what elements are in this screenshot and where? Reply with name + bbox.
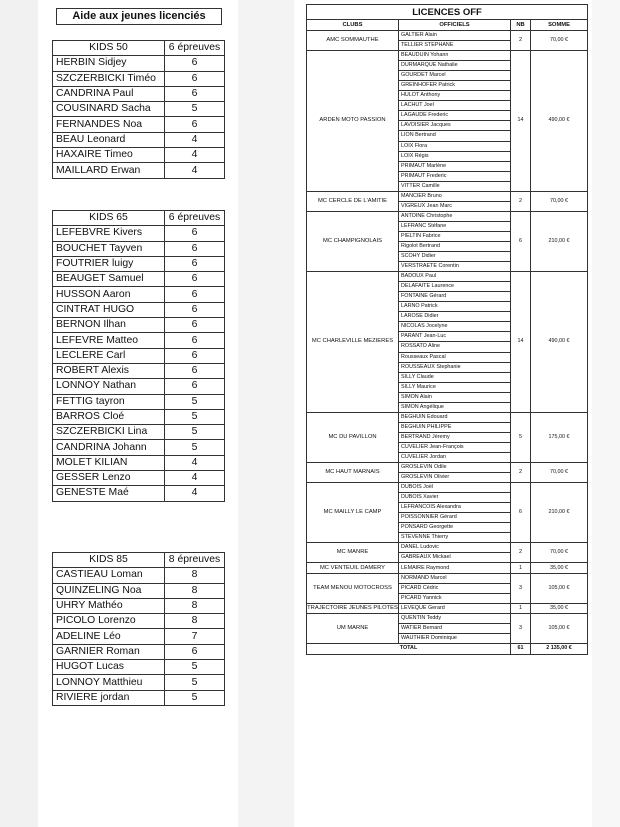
- official-row: [307, 603, 588, 613]
- official-name: POISSONNIER Gérard: [399, 513, 511, 523]
- licensee-row: [53, 425, 225, 440]
- licensee-name: HUSSON Aaron: [53, 287, 165, 302]
- official-name: DURMARQUE Nathalie: [399, 61, 511, 71]
- official-name: LEVEQUE Gerard: [399, 603, 511, 613]
- club-count: 1: [511, 563, 531, 573]
- club-count: 6: [511, 211, 531, 271]
- official-name: LEMAIRE Raymond: [399, 563, 511, 573]
- licensee-count: 6: [165, 117, 225, 132]
- licensee-name: GARNIER Roman: [53, 644, 165, 659]
- licensee-row: [53, 226, 225, 241]
- official-row: [307, 573, 588, 583]
- licensee-count: 5: [165, 102, 225, 117]
- page-title: Aide aux jeunes licenciés: [56, 8, 222, 25]
- licensee-count: 5: [165, 690, 225, 705]
- club-sum: 105,00 €: [531, 613, 588, 643]
- licensee-row: [53, 471, 225, 486]
- licensee-name: HERBIN Sidjey: [53, 56, 165, 71]
- total-label: TOTAL: [307, 643, 511, 654]
- licensee-count: 6: [165, 56, 225, 71]
- licensee-row: [53, 272, 225, 287]
- licensee-count: 6: [165, 71, 225, 86]
- right-margin: [592, 0, 620, 827]
- licensee-row: [53, 71, 225, 86]
- licensee-count: 6: [165, 644, 225, 659]
- licensee-name: HAXAIRE Timeo: [53, 148, 165, 163]
- official-name: PRIMAUT Frederic: [399, 171, 511, 181]
- licensee-row: [53, 117, 225, 132]
- licensee-count: 5: [165, 394, 225, 409]
- licensee-name: GENESTE Maé: [53, 486, 165, 501]
- official-name: GROSLEVIN Olivier: [399, 473, 511, 483]
- licensee-row: [53, 614, 225, 629]
- official-name: LAGAUDE Frederic: [399, 111, 511, 121]
- licences-title-row: [307, 5, 588, 20]
- licensee-name: FOUTRIER luigy: [53, 256, 165, 271]
- licensee-name: FETTIG tayron: [53, 394, 165, 409]
- licensee-count: 6: [165, 379, 225, 394]
- club-sum: 70,00 €: [531, 543, 588, 563]
- official-name: SIMON Alain: [399, 392, 511, 402]
- licensee-row: [53, 629, 225, 644]
- licensee-name: BARROS Cloé: [53, 409, 165, 424]
- licensee-count: 8: [165, 598, 225, 613]
- official-name: ROSSATO Aline: [399, 342, 511, 352]
- club-name: MC VENTEUIL DAMERY: [307, 563, 399, 573]
- licensee-row: [53, 132, 225, 147]
- licensee-row: [53, 455, 225, 470]
- club-sum: 490,00 €: [531, 51, 588, 192]
- licensee-row: [53, 409, 225, 424]
- official-name: ANTOINE Christophe: [399, 211, 511, 221]
- licensee-count: 8: [165, 568, 225, 583]
- licensee-name: RIVIERE jordan: [53, 690, 165, 705]
- licensee-row: [53, 644, 225, 659]
- official-row: [307, 613, 588, 623]
- licensee-count: 4: [165, 148, 225, 163]
- club-sum: 70,00 €: [531, 31, 588, 51]
- club-count: 3: [511, 573, 531, 603]
- licensee-name: CASTIEAU Loman: [53, 568, 165, 583]
- official-name: DUBOIS Joël: [399, 483, 511, 493]
- category-name: KIDS 85: [53, 553, 165, 568]
- official-name: FONTAINE Gérard: [399, 292, 511, 302]
- licensee-count: 6: [165, 318, 225, 333]
- official-name: STEVENNE Thierry: [399, 533, 511, 543]
- official-name: CUVELIER Jordan: [399, 452, 511, 462]
- licensee-count: 6: [165, 287, 225, 302]
- licensee-name: HUGOT Lucas: [53, 660, 165, 675]
- category-name: KIDS 65: [53, 211, 165, 226]
- club-name: MC MANRE: [307, 543, 399, 563]
- licensee-row: [53, 440, 225, 455]
- licences-title: LICENCES OFF: [307, 5, 588, 20]
- category-header-row: [53, 41, 225, 56]
- licensee-row: [53, 148, 225, 163]
- club-count: 5: [511, 412, 531, 462]
- licensee-name: LONNOY Matthieu: [53, 675, 165, 690]
- licences-off-table: [306, 4, 588, 655]
- licensee-name: ADELINE Léo: [53, 629, 165, 644]
- official-name: BERTRAND Jéremy: [399, 432, 511, 442]
- licensee-row: [53, 287, 225, 302]
- official-name: GREINHOFER Patrick: [399, 81, 511, 91]
- kids-65-table: [52, 210, 225, 502]
- official-name: LEFRANCOIS Alexandra: [399, 503, 511, 513]
- licensee-row: [53, 86, 225, 101]
- licensee-count: 4: [165, 163, 225, 178]
- licensee-count: 5: [165, 440, 225, 455]
- category-events: 6 épreuves: [165, 41, 225, 56]
- official-name: GROSLEVIN Odile: [399, 463, 511, 473]
- licensee-count: 5: [165, 660, 225, 675]
- official-name: LACHUT Joel: [399, 101, 511, 111]
- official-name: HULOT Anthony: [399, 91, 511, 101]
- licensee-row: [53, 690, 225, 705]
- club-name: ARDEN MOTO PASSION: [307, 51, 399, 192]
- licensee-row: [53, 675, 225, 690]
- official-name: LAROSE Didier: [399, 312, 511, 322]
- official-name: BEGHUIN PHILIPPE: [399, 422, 511, 432]
- club-name: MC DU PAVILLON: [307, 412, 399, 462]
- licensee-row: [53, 486, 225, 501]
- club-count: 14: [511, 51, 531, 192]
- official-name: Rigolot Bertrand: [399, 241, 511, 251]
- licensee-count: 6: [165, 272, 225, 287]
- official-name: GOURDET Marcel: [399, 71, 511, 81]
- licensee-count: 5: [165, 425, 225, 440]
- club-name: UM MARNE: [307, 613, 399, 643]
- licensee-row: [53, 660, 225, 675]
- licensee-count: 6: [165, 363, 225, 378]
- official-name: CUVELIER Jean-François: [399, 442, 511, 452]
- center-gutter: [238, 0, 294, 827]
- official-name: MANCIER Bruno: [399, 191, 511, 201]
- licensee-name: CINTRAT HUGO: [53, 302, 165, 317]
- club-count: 2: [511, 463, 531, 483]
- official-row: [307, 211, 588, 221]
- column-header-sum: SOMME: [531, 20, 588, 31]
- licensee-count: 6: [165, 302, 225, 317]
- licences-header-row: [307, 20, 588, 31]
- kids-50-table: [52, 40, 225, 179]
- club-count: 2: [511, 543, 531, 563]
- official-name: LAVOISIER Jacques: [399, 121, 511, 131]
- licensee-row: [53, 333, 225, 348]
- licensee-name: BOUCHET Tayven: [53, 241, 165, 256]
- licensee-row: [53, 348, 225, 363]
- club-sum: 70,00 €: [531, 191, 588, 211]
- category-header-row: [53, 553, 225, 568]
- licensee-row: [53, 256, 225, 271]
- licensee-row: [53, 568, 225, 583]
- club-name: MC MAILLY LE CAMP: [307, 483, 399, 543]
- club-name: AMC SOMMAUTHE: [307, 31, 399, 51]
- club-sum: 210,00 €: [531, 211, 588, 271]
- official-name: DUBOIS Xavier: [399, 493, 511, 503]
- official-name: VERSTRAETE Corentin: [399, 262, 511, 272]
- official-name: LOIX Régis: [399, 151, 511, 161]
- club-sum: 35,00 €: [531, 563, 588, 573]
- official-row: [307, 51, 588, 61]
- licensee-row: [53, 241, 225, 256]
- club-count: 6: [511, 483, 531, 543]
- official-name: LARNO Patrick: [399, 302, 511, 312]
- official-name: LEFRANC Stéfane: [399, 221, 511, 231]
- licensee-name: CANDRINA Johann: [53, 440, 165, 455]
- club-name: MC CHAMPIGNOLAIS: [307, 211, 399, 271]
- column-header-officials: OFFICIELS: [399, 20, 511, 31]
- licensee-row: [53, 56, 225, 71]
- licensee-row: [53, 163, 225, 178]
- licensee-name: QUINZELING Noa: [53, 583, 165, 598]
- licensee-count: 8: [165, 614, 225, 629]
- official-name: PIELTIN Fabrice: [399, 231, 511, 241]
- club-sum: 35,00 €: [531, 603, 588, 613]
- official-name: PARANT Jean-Luc: [399, 332, 511, 342]
- club-count: 14: [511, 272, 531, 413]
- official-row: [307, 543, 588, 553]
- official-name: GABREAUX Mickael: [399, 553, 511, 563]
- official-row: [307, 563, 588, 573]
- licensee-name: MOLET KILIAN: [53, 455, 165, 470]
- licensee-name: UHRY Mathéo: [53, 598, 165, 613]
- official-name: SILLY Maurice: [399, 382, 511, 392]
- official-name: SILLY Claude: [399, 372, 511, 382]
- licensee-row: [53, 583, 225, 598]
- official-row: [307, 483, 588, 493]
- licensee-name: LEFEVRE Matteo: [53, 333, 165, 348]
- licensee-name: SZCZERBICKI Lina: [53, 425, 165, 440]
- club-name: TRAJECTOIRE JEUNES PILOTES: [307, 603, 399, 613]
- licensee-name: SZCZERBICKI Timéo: [53, 71, 165, 86]
- licensee-row: [53, 318, 225, 333]
- category-name: KIDS 50: [53, 41, 165, 56]
- club-count: 3: [511, 613, 531, 643]
- licensee-count: 6: [165, 86, 225, 101]
- official-name: SIMON Angélique: [399, 402, 511, 412]
- official-name: BEGHUIN Edouard: [399, 412, 511, 422]
- licensee-name: LECLERE Carl: [53, 348, 165, 363]
- club-sum: 490,00 €: [531, 272, 588, 413]
- licensee-count: 4: [165, 455, 225, 470]
- licensee-name: PICOLO Lorenzo: [53, 614, 165, 629]
- licensee-count: 6: [165, 241, 225, 256]
- official-row: [307, 31, 588, 41]
- club-sum: 70,00 €: [531, 463, 588, 483]
- official-row: [307, 272, 588, 282]
- licensee-name: FERNANDES Noa: [53, 117, 165, 132]
- licensee-row: [53, 394, 225, 409]
- licensee-count: 5: [165, 409, 225, 424]
- official-name: NICOLAS Jocelyne: [399, 322, 511, 332]
- club-count: 2: [511, 31, 531, 51]
- licensee-count: 6: [165, 226, 225, 241]
- licensee-row: [53, 363, 225, 378]
- licensee-row: [53, 302, 225, 317]
- column-header-clubs: CLUBS: [307, 20, 399, 31]
- club-name: MC CHARLEVILLE MEZIERES: [307, 272, 399, 413]
- category-events: 8 épreuves: [165, 553, 225, 568]
- licensee-name: BERNON Ilhan: [53, 318, 165, 333]
- licensee-row: [53, 102, 225, 117]
- official-name: Rousseaux Pascal: [399, 352, 511, 362]
- official-row: [307, 191, 588, 201]
- official-name: BADOUX Paul: [399, 272, 511, 282]
- official-row: [307, 412, 588, 422]
- club-name: MC CERCLE DE L'AMITIE: [307, 191, 399, 211]
- licensee-name: COUSINARD Sacha: [53, 102, 165, 117]
- club-name: MC HAUT MARNAIS: [307, 463, 399, 483]
- official-name: ROUSSEAUX Stephanie: [399, 362, 511, 372]
- official-name: WATIER Bernard: [399, 623, 511, 633]
- official-row: [307, 463, 588, 473]
- official-name: DANEL Ludovic: [399, 543, 511, 553]
- official-name: PONSARD Georgette: [399, 523, 511, 533]
- official-name: BEAUDUIN Yohann: [399, 51, 511, 61]
- club-sum: 175,00 €: [531, 412, 588, 462]
- licensee-row: [53, 598, 225, 613]
- licensee-count: 4: [165, 486, 225, 501]
- official-name: SCOHY Didier: [399, 252, 511, 262]
- licensee-count: 4: [165, 132, 225, 147]
- official-name: WAUTHIER Dominique: [399, 633, 511, 643]
- official-name: NORMAND Marcel: [399, 573, 511, 583]
- official-name: PICARD Cédric: [399, 583, 511, 593]
- official-name: TELLIER STEPHANE: [399, 41, 511, 51]
- licensee-count: 8: [165, 583, 225, 598]
- official-name: QUENTIN Teddy: [399, 613, 511, 623]
- official-name: PRIMAUT Marlène: [399, 161, 511, 171]
- column-header-nb: NB: [511, 20, 531, 31]
- licensee-count: 6: [165, 333, 225, 348]
- official-name: PICARD Yannick: [399, 593, 511, 603]
- official-name: DELAFAITE Laurence: [399, 282, 511, 292]
- club-sum: 210,00 €: [531, 483, 588, 543]
- licensee-row: [53, 379, 225, 394]
- club-count: 1: [511, 603, 531, 613]
- licensee-count: 7: [165, 629, 225, 644]
- official-name: GALTIER Alain: [399, 31, 511, 41]
- licensee-name: CANDRINA Paul: [53, 86, 165, 101]
- official-name: LOIX Flora: [399, 141, 511, 151]
- official-name: VITTER Camille: [399, 181, 511, 191]
- club-sum: 105,00 €: [531, 573, 588, 603]
- official-name: VIGREUX Jean Marc: [399, 201, 511, 211]
- licensee-count: 6: [165, 348, 225, 363]
- licensee-name: LONNOY Nathan: [53, 379, 165, 394]
- total-count: 61: [511, 643, 531, 654]
- licensee-count: 6: [165, 256, 225, 271]
- club-name: TEAM MENOU MOTOCROSS: [307, 573, 399, 603]
- licensee-name: GESSER Lenzo: [53, 471, 165, 486]
- licensee-name: BEAU Leonard: [53, 132, 165, 147]
- licensee-name: MAILLARD Erwan: [53, 163, 165, 178]
- licensee-count: 4: [165, 471, 225, 486]
- category-events: 6 épreuves: [165, 211, 225, 226]
- licensee-name: LEFEBVRE Kivers: [53, 226, 165, 241]
- licensee-count: 5: [165, 675, 225, 690]
- total-sum: 2 135,00 €: [531, 643, 588, 654]
- category-header-row: [53, 211, 225, 226]
- kids-85-table: [52, 552, 225, 706]
- total-row: [307, 643, 588, 654]
- left-margin: [0, 0, 38, 827]
- licensee-name: BEAUGET Samuel: [53, 272, 165, 287]
- licensee-name: ROBERT Alexis: [53, 363, 165, 378]
- official-name: LION Bertrand: [399, 131, 511, 141]
- club-count: 2: [511, 191, 531, 211]
